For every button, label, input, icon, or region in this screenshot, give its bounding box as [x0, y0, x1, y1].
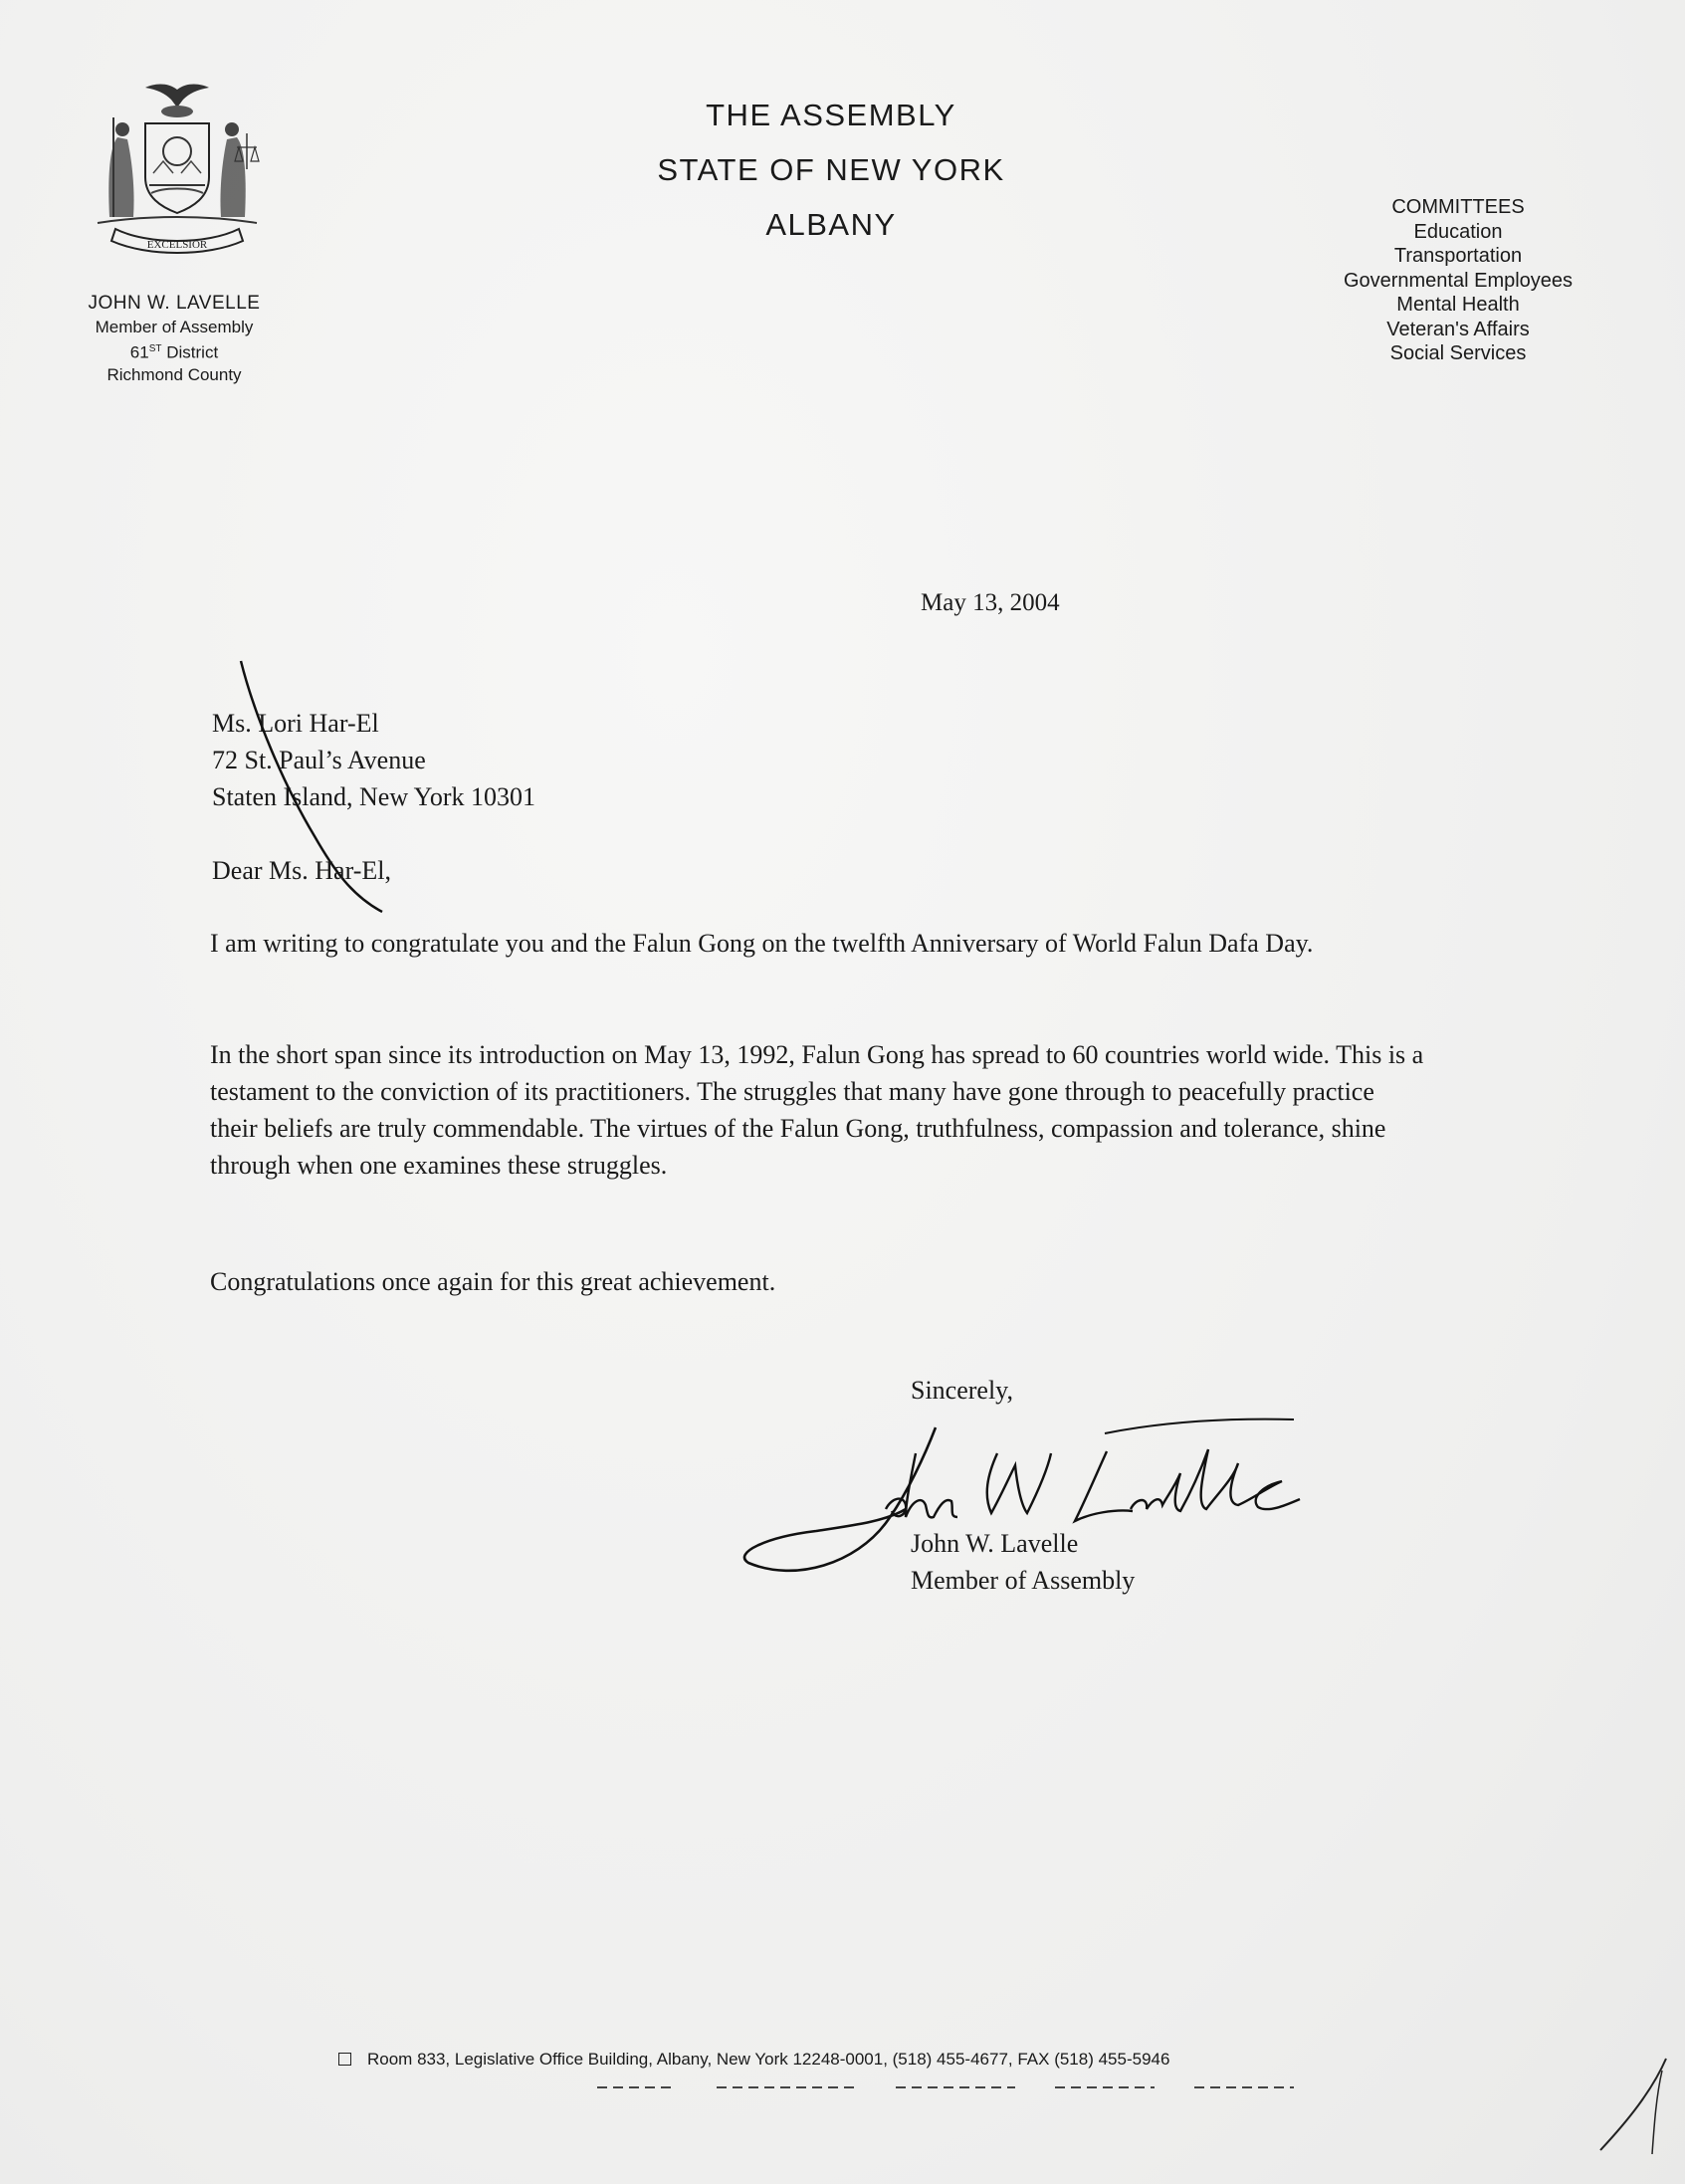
heading-line-state: STATE OF NEW YORK — [657, 152, 1005, 187]
signer-title: Member of Assembly — [911, 1566, 1136, 1595]
corner-pen-mark — [1592, 2051, 1672, 2160]
district-word: District — [166, 342, 219, 362]
body-paragraph: I am writing to congratulate you and the Falun Gong on the twelfth Anniversary of World Falun Dafa Day. — [210, 929, 1314, 958]
seal-motto: EXCELSIOR — [146, 239, 208, 251]
footer-address — [338, 2050, 1169, 2070]
committee-item: Governmental Employees — [1343, 269, 1574, 292]
district-number: 61 — [129, 342, 149, 362]
body-paragraph: In the short span since its introduction on May 13, 1992, Falun Gong has spread to 60 countries world wide. This is a testament to the conviction of its practitioners. The struggles that many have gone through to peacefully practice their beliefs are truly commendable. The virtues of the Falun Gong, truthfulness, compassion and tolerance, shine through when one examines these struggles. — [210, 1040, 1424, 1180]
recipient-line: Staten Island, New York 10301 — [212, 782, 535, 811]
heading-line-city: ALBANY — [765, 207, 897, 242]
heading-line-assembly: THE ASSEMBLY — [706, 98, 956, 132]
committee-item: Social Services — [1389, 342, 1527, 364]
member-county: Richmond County — [106, 364, 242, 384]
committee-item: Mental Health — [1396, 294, 1520, 316]
body-paragraph: Congratulations once again for this great achievement. — [210, 1267, 776, 1296]
recipient-line: 72 St. Paul’s Avenue — [212, 746, 426, 774]
footer-address-text: Room 833, Legislative Office Building, Albany, New York 12248-0001, (518) 455-4677, FAX (518) 455-5946 — [367, 2050, 1170, 2069]
letter-date: May 13, 2004 — [921, 589, 1060, 616]
letterhead-heading — [518, 88, 1145, 252]
committees-heading: COMMITTEES — [1391, 196, 1525, 218]
signer-name: John W. Lavelle — [911, 1529, 1079, 1558]
member-info — [40, 291, 309, 386]
member-title: Member of Assembly — [95, 318, 254, 336]
cut-off-footer-line — [597, 2081, 1294, 2089]
recipient-line: Ms. Lori Har-El — [212, 709, 379, 738]
committee-item: Transportation — [1393, 245, 1523, 267]
signer-block — [911, 1525, 1135, 1599]
committee-item: Veteran's Affairs — [1386, 318, 1530, 340]
district-suffix: ST — [148, 343, 162, 354]
closing: Sincerely, — [911, 1376, 1013, 1405]
member-district — [40, 338, 309, 364]
checkbox-bullet-icon — [338, 2053, 351, 2066]
committees-list — [1304, 195, 1612, 366]
salutation: Dear Ms. Har-El, — [212, 856, 391, 885]
new-york-state-seal — [88, 78, 267, 263]
member-name: JOHN W. LAVELLE — [88, 293, 261, 314]
committee-item: Education — [1413, 220, 1503, 243]
